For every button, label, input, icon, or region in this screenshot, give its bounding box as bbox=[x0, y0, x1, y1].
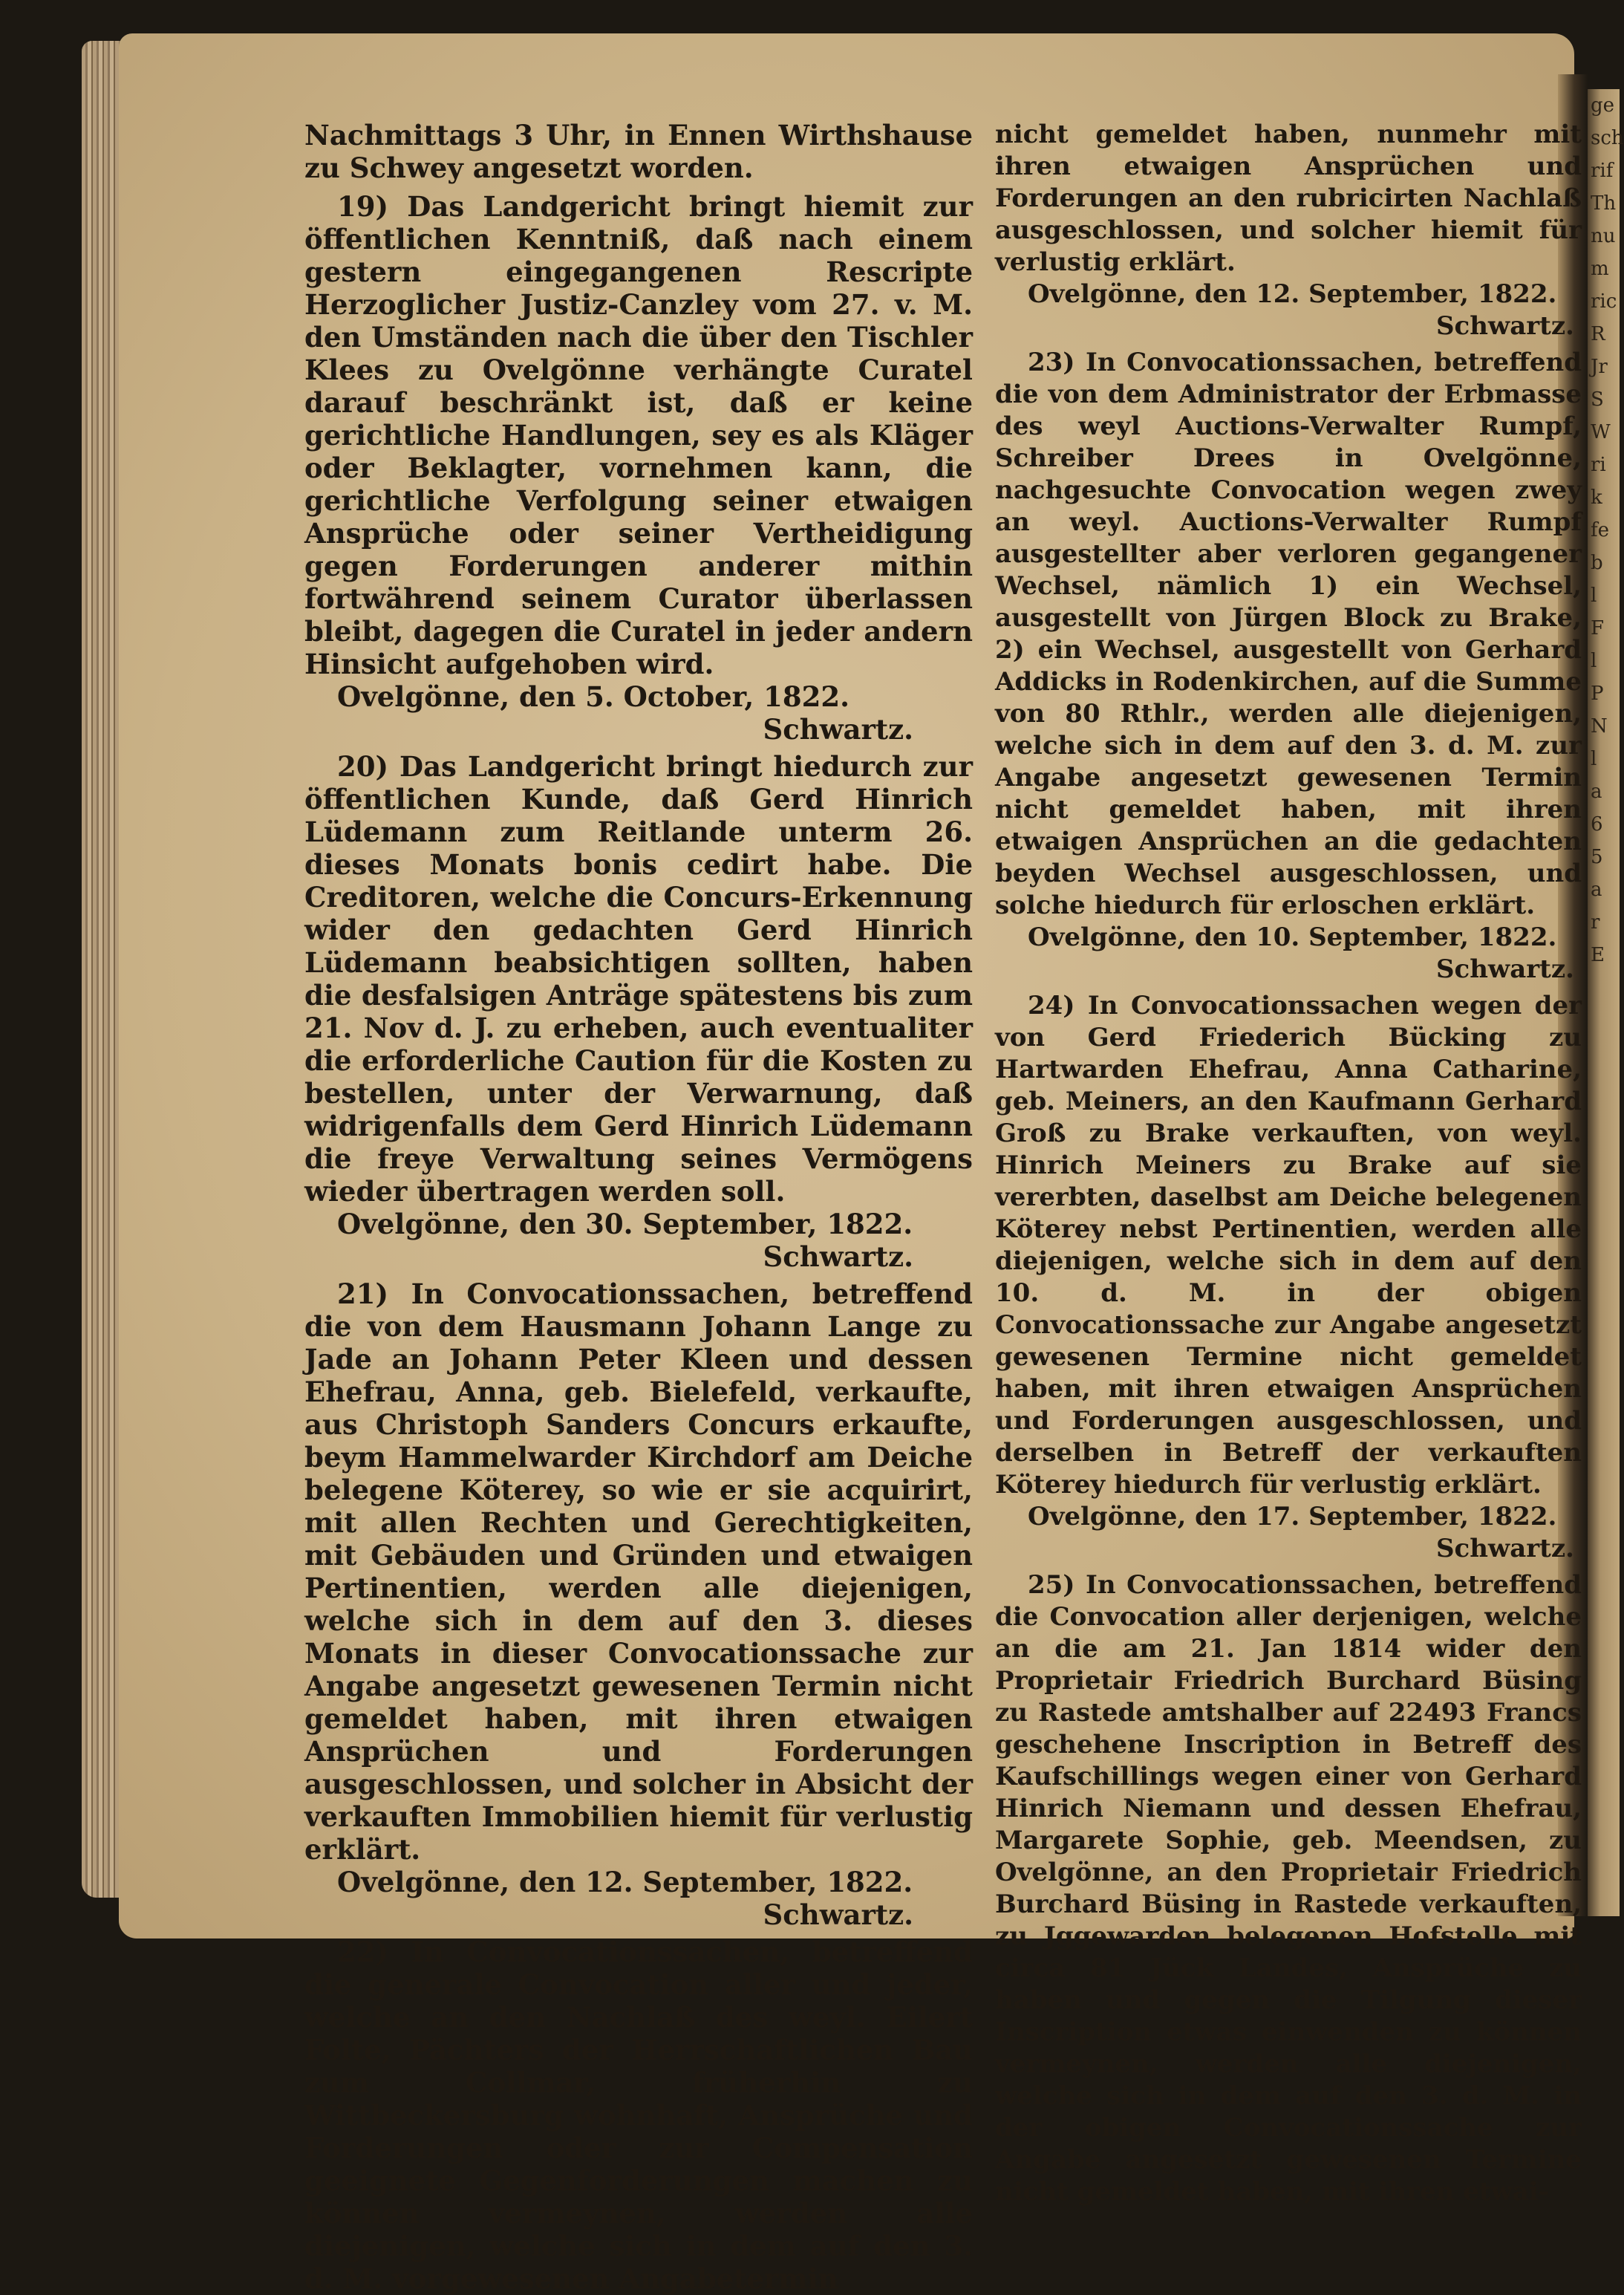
margin-fragment: ri bbox=[1591, 454, 1606, 476]
margin-fragment: r bbox=[1591, 911, 1600, 934]
notice-25: 25) In Convocationssachen, betreffend die Convocation aller derjenigen, welche an die am 21. Jan 1814 wider den Proprietair Friedrich Burchard Büsing zu Rastede amtshalber auf 22493 Francs geschehene Inscription in Betreff des Kaufschillings wegen einer von Gerhard Hinrich Niemann und dessen Ehefrau, Margarete Sophie, geb. Meendsen, zu Ovelgönne, an den Proprietair Friedrich Burchard Büsing in Rastede verkauften, zu Jggewarden belegenen Hofstelle mit circa 81 Jück Landes, Ansprüche zu haben und gegen die Tilgung dieser Inscription etwas einwenden zu können vermeynen, werden alle diejenigen, welche sich in dem auf den 3. d. M. in der obigen Convocationssache zur Angabe angesetzt gewesenen Termine nicht gemeldet haben, mit ihren etwai- bbox=[995, 1570, 1582, 2207]
margin-fragment: ge bbox=[1591, 94, 1615, 117]
notice-23-signature: Schwartz. bbox=[1435, 954, 1574, 984]
notice-19-signature: Schwartz. bbox=[763, 713, 913, 746]
right-column bbox=[995, 119, 1582, 2208]
margin-fragment: F bbox=[1591, 617, 1605, 639]
margin-fragment: ric bbox=[1591, 290, 1617, 313]
notice-24-signature: Schwartz. bbox=[1435, 1534, 1574, 1563]
notice-22-signature: Schwartz. bbox=[1435, 311, 1574, 341]
margin-fragment: a bbox=[1591, 879, 1602, 901]
notice-23: 23) In Convocationssachen, betreffend die von dem Administrator der Erbmasse des weyl Auctions-Verwalter Rumpf, Schreiber Drees in Ovelgönne, nachgesuchte Convocation wegen zwey an weyl. Auctions-Verwalter Rumpf ausgestellter aber verloren gegangener Wechsel, nämlich 1) ein Wechsel, ausgestellt von Jürgen Block zu Brake, 2) ein Wechsel, ausgestellt von Gerhard Addicks in Rodenkirchen, auf die Summe von 80 Rthlr., werden alle diejenigen, welche sich in dem auf den 3. d. M. zur Angabe angesetzt gewesenen Termin nicht gemeldet haben, mit ihren etwaigen Ansprüchen an die gedachten beyden Wechsel ausgeschlossen, und solche hiedurch für erloschen erklärt. bbox=[995, 348, 1582, 920]
margin-fragment: Th bbox=[1591, 192, 1617, 215]
notice-19-date: Ovelgönne, den 5. October, 1822. bbox=[337, 680, 850, 713]
margin-fragment: k bbox=[1591, 486, 1602, 509]
margin-fragment: N bbox=[1591, 715, 1608, 738]
notice-22: 22) In Convocationssachen, betreffend die generale Convocation aller und jeder, welche an den Nachlaß des weyl. Eilert Folte, Pächters der Herrschaftlichen Bau zum Collmar, früherhin zu Wittbeckersburg wohnhaft, Ansprüche und Forderungen oder zur Compensation geeignete Gegenforderungen machen zu können vermeynen, werden alle diejenigen, welche sich in dem auf den 3. d. M. vorgewesenen Angabetermin bbox=[304, 1936, 973, 2295]
notice-20: 20) Das Landgericht bringt hiedurch zur öffentlichen Kunde, daß Gerd Hinrich Lüdemann zum Reitlande unterm 26. dieses Monats bonis cedirt habe. Die Creditoren, welche die Concurs-Erkennung wider den gedachten Gerd Hinrich Lüdemann beabsichtigen sollten, haben die desfalsigen Anträge spätestens bis zum 21. Nov d. J. zu erheben, auch eventualiter die erforderliche Caution für die Kosten zu bestellen, unter der Verwarnung, daß widrigenfalls dem Gerd Hinrich Lüdemann die freye Verwaltung seines Vermögens wieder übertragen werden soll. bbox=[304, 750, 973, 1208]
margin-fragment: rif bbox=[1591, 160, 1614, 182]
margin-fragment: l bbox=[1591, 650, 1597, 672]
margin-fragment: R bbox=[1591, 323, 1605, 345]
margin-fragment: fe bbox=[1591, 519, 1610, 541]
notice-24: 24) In Convocationssachen wegen der von Gerd Friederich Bücking zu Hartwarden Ehefrau, Anna Catharine, geb. Meiners, an den Kaufmann Gerhard Groß zu Brake verkauften, von weyl. Hinrich Meiners zu Brake auf sie vererbten, daselbst am Deiche belegenen Köterey nebst Pertinentien, werden alle diejenigen, welche sich in dem auf den 10. d. M. in der obigen Convocationssache zur Angabe angesetzt gewesenen Termine nicht gemeldet haben, mit ihren etwaigen Ansprüchen und Forderungen ausgeschlossen, und derselben in Betreff der verkauften Köterey hiedurch für verlustig erklärt. bbox=[995, 991, 1582, 1500]
notice-22-date: Ovelgönne, den 12. September, 1822. bbox=[1028, 279, 1557, 309]
margin-fragment: 6 bbox=[1591, 813, 1603, 836]
notice-23-date: Ovelgönne, den 10. September, 1822. bbox=[1028, 922, 1557, 952]
notice-20-signature: Schwartz. bbox=[763, 1240, 913, 1273]
opening-lines: Nachmittags 3 Uhr, in Ennen Wirthshause zu Schwey angesetzt worden. bbox=[304, 119, 973, 184]
margin-fragment: 5 bbox=[1591, 846, 1603, 868]
margin-fragment: a bbox=[1591, 781, 1602, 803]
margin-fragment: sch bbox=[1591, 127, 1624, 149]
margin-fragment: m bbox=[1591, 258, 1609, 280]
margin-fragment: P bbox=[1591, 683, 1604, 705]
notice-24-date: Ovelgönne, den 17. September, 1822. bbox=[1028, 1502, 1557, 1531]
notice-21: 21) In Convocationssachen, betreffend die von dem Hausmann Johann Lange zu Jade an Johann Peter Kleen und dessen Ehefrau, Anna, geb. Bielefeld, verkaufte, aus Christoph Sanders Concurs erkaufte, beym Hammelwarder Kirchdorf am Deiche belegene Köterey, so wie er sie acquirirt, mit allen Rechten und Gerechtigkeiten, mit Gebäuden und Gründen und etwaigen Pertinentien, werden alle diejenigen, welche sich in dem auf den 3. dieses Monats in dieser Convocationssache zur Angabe angesetzt gewesenen Termin nicht gemeldet haben, mit ihren etwaigen Ansprüchen und Forderungen ausgeschlossen, und solcher in Absicht der verkauften Immobilien hiemit für verlustig erklärt. bbox=[304, 1277, 973, 1866]
next-page-sliver bbox=[1588, 89, 1624, 1916]
margin-fragment: nu bbox=[1591, 225, 1616, 247]
notice-21-signature: Schwartz. bbox=[763, 1898, 913, 1931]
margin-fragment: l bbox=[1591, 748, 1597, 770]
notice-20-date: Ovelgönne, den 30. September, 1822. bbox=[337, 1208, 913, 1240]
notice-19: 19) Das Landgericht bringt hiemit zur öffentlichen Kenntniß, daß nach einem gestern eingegangenen Rescripte Herzoglicher Justiz-Canzley vom 27. v. M. den Umständen nach die über den Tischler Klees zu Ovelgönne verhängte Curatel darauf beschränkt ist, daß er keine gerichtliche Handlungen, sey es als Kläger oder Beklagter, vornehmen kann, die gerichtliche Verfolgung seiner etwaigen Ansprüche oder seiner Vertheidigung gegen Forderungen anderer mithin fortwährend seinem Curator überlassen bleibt, dagegen die Curatel in jeder andern Hinsicht aufgehoben wird. bbox=[304, 190, 973, 680]
notice-22-continuation: nicht gemeldet haben, nunmehr mit ihren etwaigen Ansprüchen und Forderungen an den rubricirten Nachlaß ausgeschlossen, und solcher hiemit für verlustig erklärt. bbox=[995, 120, 1582, 277]
margin-fragment: S bbox=[1591, 388, 1604, 411]
margin-fragment: Jr bbox=[1591, 356, 1608, 378]
margin-fragment: b bbox=[1591, 552, 1603, 574]
left-column bbox=[304, 119, 973, 2295]
margin-fragment: E bbox=[1591, 944, 1605, 966]
notice-21-date: Ovelgönne, den 12. September, 1822. bbox=[337, 1866, 913, 1898]
margin-fragment: l bbox=[1591, 585, 1597, 607]
margin-fragment: W bbox=[1591, 421, 1611, 443]
